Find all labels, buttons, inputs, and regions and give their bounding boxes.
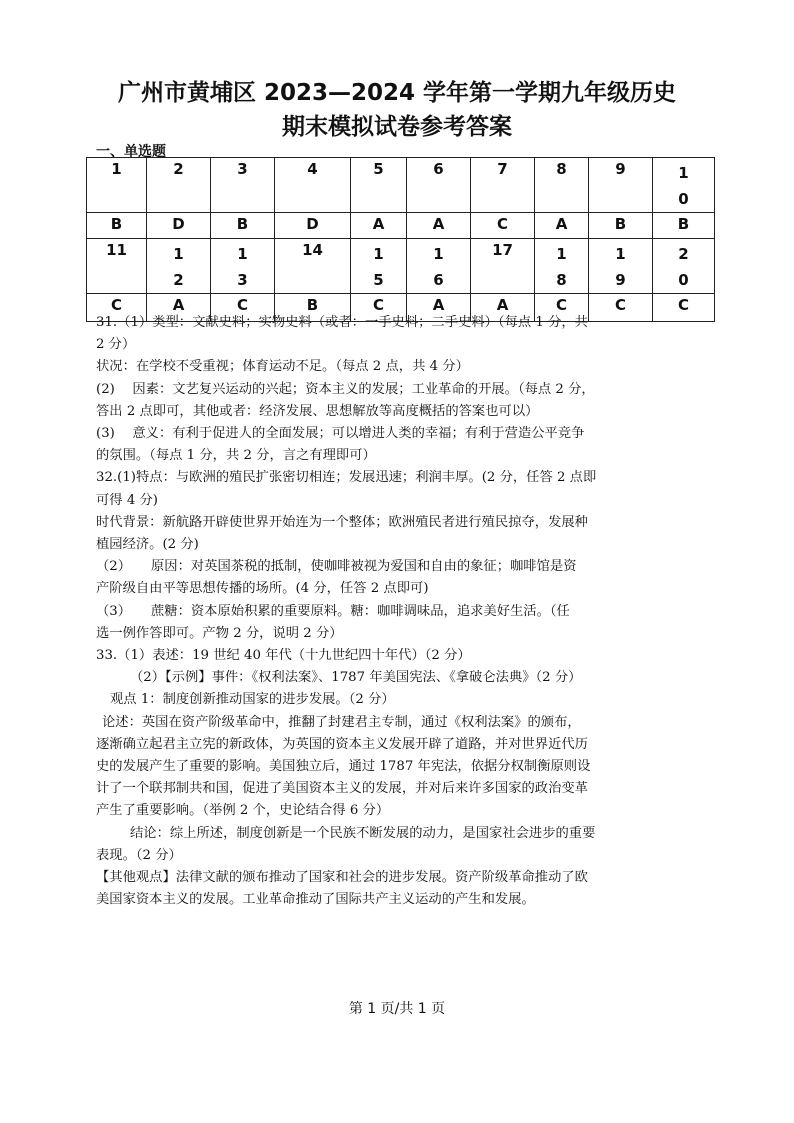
table-cell: B — [87, 213, 147, 239]
body-line: 选一例作答即可。产物 2 分，说明 2 分） — [96, 625, 343, 641]
table-cell: D — [147, 213, 211, 239]
body-line: 【其他观点】法律文献的颁布推动了国家和社会的进步发展。资产阶级革命推动了欧 — [96, 870, 588, 886]
table-cell — [653, 158, 715, 213]
page-title-line-2: 期末模拟试卷参考答案 — [282, 114, 512, 140]
body-line: 植园经济。(2 分) — [96, 537, 199, 553]
body-line: 论述：英国在资产阶级革命中，推翻了封建君主专制，通过《权利法案》的颁布， — [102, 714, 581, 730]
table-cell: C — [471, 213, 535, 239]
body-line: （3） 蔗糖：资本原始积累的重要原料。糖：咖啡调味品，追求美好生活。（任 — [96, 603, 570, 619]
table-cell: C — [211, 294, 275, 322]
body-line: 表现。（2 分） — [96, 847, 182, 863]
table-cell: 14 — [275, 239, 351, 294]
table-cell — [407, 239, 471, 294]
body-line: 产生了重要影响。（举例 2 个，史论结合得 6 分） — [96, 803, 390, 819]
body-line: 33.（1）表述：19 世纪 40 年代（十九世纪四十年代）（2 分） — [96, 648, 471, 664]
table-cell — [653, 239, 715, 294]
body-line: 32.(1)特点：与欧洲的殖民扩张密切相连；发展迅速；利润丰厚。(2 分，任答 2 点即 — [96, 470, 597, 486]
body-line: 31.（1）类型：文献史料；实物史料（或者：一手史料；二手史料）（每点 1 分，共 — [96, 315, 588, 330]
body-line: 美国家资本主义的发展。工业革命推动了国际共产主义运动的产生和发展。 — [96, 892, 535, 908]
table-cell: 11 — [87, 239, 147, 294]
page-title-line-1: 广州市黄埔区 2023—2024 学年第一学期九年级历史 — [117, 80, 677, 106]
table-cell: 3 — [211, 158, 275, 213]
body-line: 计了一个联邦制共和国，促进了美国资本主义的发展，并对后来许多国家的政治变革 — [96, 781, 588, 797]
table-cell — [351, 239, 407, 294]
table-cell: C — [653, 294, 715, 322]
table-cell: 7 — [471, 158, 535, 213]
table-cell: B — [653, 213, 715, 239]
table-cell — [589, 239, 653, 294]
table-row-answers-1 — [87, 213, 715, 239]
table-cell: B — [211, 213, 275, 239]
table-cell: 9 — [589, 158, 653, 213]
body-line: 观点 1：制度创新推动国家的进步发展。（2 分） — [110, 692, 395, 708]
table-cell: A — [535, 213, 589, 239]
stacked-number: 18 — [556, 245, 567, 289]
table-row-numbers-1 — [87, 158, 715, 213]
stacked-number: 13 — [237, 245, 248, 289]
stacked-number: 20 — [678, 245, 689, 289]
table-cell — [147, 239, 211, 294]
table-row-numbers-2 — [87, 239, 715, 294]
table-cell: D — [275, 213, 351, 239]
body-line: 结论：综上所述，制度创新是一个民族不断发展的动力，是国家社会进步的重要 — [130, 825, 596, 841]
table-cell: C — [535, 294, 589, 322]
table-cell: 6 — [407, 158, 471, 213]
answer-table — [86, 157, 715, 322]
body-line: 可得 4 分) — [96, 492, 158, 508]
body-line: （2）【示例】事件：《权利法案》、1787 年美国宪法、《拿破仑法典》（2 分） — [130, 670, 582, 686]
body-line: (2) 因素：文艺复兴运动的兴起；资本主义的发展；工业革命的开展。（每点 2 分， — [96, 381, 595, 397]
section-heading: 一、单选题 — [96, 144, 166, 160]
table-cell: 2 — [147, 158, 211, 213]
stacked-number: 15 — [373, 245, 384, 289]
table-cell: 4 — [275, 158, 351, 213]
table-cell: A — [407, 213, 471, 239]
body-line: 产阶级自由平等思想传播的场所。(4 分，任答 2 点即可) — [96, 581, 429, 597]
table-cell: C — [87, 294, 147, 322]
body-line: 答出 2 点即可，其他或者：经济发展、思想解放等高度概括的答案也可以） — [96, 403, 539, 419]
answer-body — [96, 312, 700, 911]
table-cell: B — [275, 294, 351, 322]
body-line: 2 分） — [96, 337, 136, 353]
table-cell — [211, 239, 275, 294]
stacked-number: 19 — [615, 245, 626, 289]
table-cell: A — [351, 213, 407, 239]
table-cell: 17 — [471, 239, 535, 294]
stacked-number: 10 — [678, 164, 689, 208]
body-line: 时代背景：新航路开辟使世界开始连为一个整体；欧洲殖民者进行殖民掠夺，发展种 — [96, 514, 588, 530]
table-cell: A — [471, 294, 535, 322]
body-line: 史的发展产生了重要的影响。美国独立后，通过 1787 年宪法，依据分权制衡原则设 — [96, 759, 591, 775]
body-line: （2） 原因：对英国茶税的抵制，使咖啡被视为爱国和自由的象征；咖啡馆是资 — [96, 559, 577, 575]
table-cell: 1 — [87, 158, 147, 213]
table-cell: 5 — [351, 158, 407, 213]
table-cell: A — [407, 294, 471, 322]
table-cell: C — [589, 294, 653, 322]
body-line: (3) 意义：有利于促进人的全面发展；可以增进人类的幸福；有利于营造公平竞争 — [96, 426, 585, 442]
body-line: 的氛围。（每点 1 分，共 2 分，言之有理即可） — [96, 448, 376, 464]
body-line: 状况：在学校不受重视；体育运动不足。（每点 2 点，共 4 分） — [96, 359, 469, 375]
page-footer: 第 1 页/共 1 页 — [348, 1001, 446, 1017]
body-line: 逐渐确立起君主立宪的新政体，为英国的资本主义发展开辟了道路，并对世界近代历 — [96, 736, 588, 752]
table-cell: B — [589, 213, 653, 239]
stacked-number: 16 — [433, 245, 444, 289]
stacked-number: 12 — [173, 245, 184, 289]
table-cell — [535, 239, 589, 294]
table-cell: C — [351, 294, 407, 322]
table-cell: 8 — [535, 158, 589, 213]
table-cell: A — [147, 294, 211, 322]
